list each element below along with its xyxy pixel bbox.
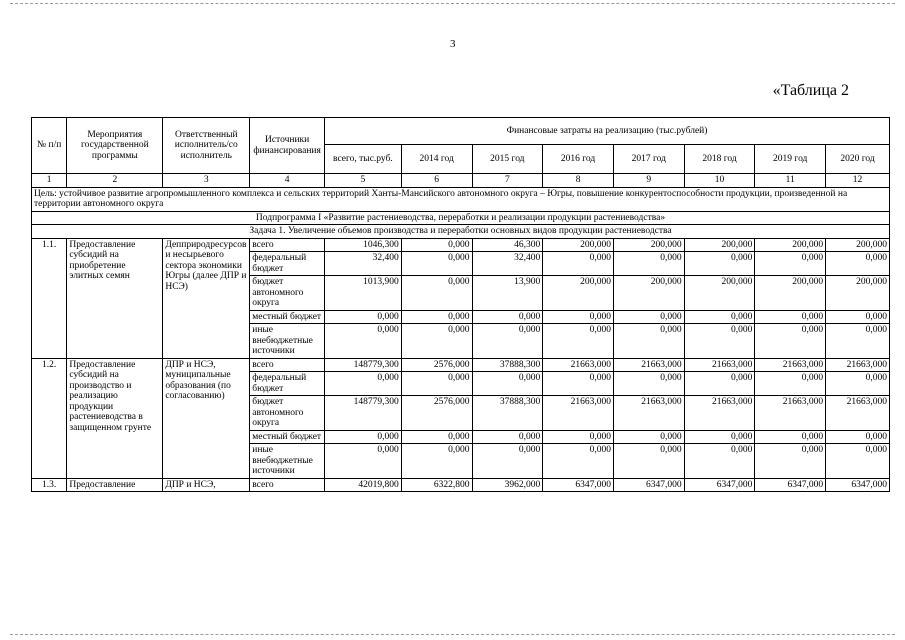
amount-cell: 3962,000 <box>472 478 543 492</box>
funding-source: федеральный бюджет <box>250 252 325 276</box>
column-number: 6 <box>401 174 472 188</box>
amount-cell: 1046,300 <box>325 238 402 252</box>
amount-cell: 0,000 <box>826 444 890 479</box>
amount-cell: 0,000 <box>684 372 755 396</box>
amount-cell: 0,000 <box>755 310 826 324</box>
amount-cell: 0,000 <box>472 444 543 479</box>
amount-cell: 0,000 <box>401 238 472 252</box>
column-number: 4 <box>250 174 325 188</box>
funding-source: федеральный бюджет <box>250 372 325 396</box>
column-number: 9 <box>613 174 684 188</box>
column-numbers-row <box>32 174 890 188</box>
page-number: 3 <box>450 38 456 50</box>
amount-cell: 0,000 <box>826 252 890 276</box>
goal-text: Цель: устойчивое развитие агропромышленного комплекса и сельских территорий Ханты-Мансийского автономного округа – Югры, повышение конкурентоспособности продукции, произведенной на территории автономного округа <box>32 187 890 211</box>
measure-row <box>32 478 890 492</box>
amount-cell: 0,000 <box>613 372 684 396</box>
amount-cell: 0,000 <box>543 444 614 479</box>
table-body <box>32 187 890 492</box>
amount-cell: 6347,000 <box>543 478 614 492</box>
amount-cell: 21663,000 <box>543 396 614 431</box>
amount-cell: 32,400 <box>472 252 543 276</box>
amount-cell: 37888,300 <box>472 358 543 372</box>
amount-cell: 6347,000 <box>684 478 755 492</box>
header-measures: Мероприятия государственной программы <box>67 118 163 174</box>
amount-cell: 200,000 <box>684 276 755 311</box>
amount-cell: 42019,800 <box>325 478 402 492</box>
amount-cell: 2576,000 <box>401 396 472 431</box>
amount-cell: 200,000 <box>684 238 755 252</box>
header-costs: Финансовые затраты на реализацию (тыс.рублей) <box>325 118 890 145</box>
header-number: № п/п <box>32 118 67 174</box>
subprogram-title: Подпрограмма I «Развитие растениеводства, переработки и реализации продукции растениеводства» <box>32 211 890 225</box>
header-year: 2015 год <box>472 145 543 174</box>
measure-number: 1.3. <box>32 478 67 492</box>
amount-cell: 200,000 <box>543 238 614 252</box>
amount-cell: 0,000 <box>684 430 755 444</box>
amount-cell: 0,000 <box>613 252 684 276</box>
amount-cell: 0,000 <box>401 444 472 479</box>
measure-name: Предоставление субсидий на производство и реализацию продукции растениеводства в защищенном грунте <box>67 358 163 478</box>
amount-cell: 21663,000 <box>684 358 755 372</box>
amount-cell: 1013,900 <box>325 276 402 311</box>
amount-cell: 0,000 <box>613 324 684 359</box>
measure-responsible: ДПР и НСЭ, муниципальные образования (по согласованию) <box>163 358 250 478</box>
amount-cell: 0,000 <box>755 430 826 444</box>
amount-cell: 0,000 <box>401 310 472 324</box>
column-number: 7 <box>472 174 543 188</box>
amount-cell: 0,000 <box>543 324 614 359</box>
financing-table <box>31 117 890 492</box>
header-year: 2017 год <box>613 145 684 174</box>
column-number: 2 <box>67 174 163 188</box>
measure-responsible: ДПР и НСЭ, <box>163 478 250 492</box>
measure-number: 1.1. <box>32 238 67 358</box>
amount-cell: 0,000 <box>472 430 543 444</box>
funding-source: всего <box>250 238 325 252</box>
amount-cell: 6322,800 <box>401 478 472 492</box>
amount-cell: 0,000 <box>613 430 684 444</box>
amount-cell: 0,000 <box>755 252 826 276</box>
header-year: 2014 год <box>401 145 472 174</box>
amount-cell: 46,300 <box>472 238 543 252</box>
funding-source: иные внебюджетные источники <box>250 444 325 479</box>
funding-source: бюджет автономного округа <box>250 276 325 311</box>
table-caption: «Таблица 2 <box>772 82 849 99</box>
amount-cell: 0,000 <box>325 444 402 479</box>
amount-cell: 6347,000 <box>826 478 890 492</box>
amount-cell: 200,000 <box>826 276 890 311</box>
amount-cell: 6347,000 <box>755 478 826 492</box>
amount-cell: 200,000 <box>543 276 614 311</box>
amount-cell: 0,000 <box>755 324 826 359</box>
funding-source: бюджет автономного округа <box>250 396 325 431</box>
amount-cell: 13,900 <box>472 276 543 311</box>
header-row <box>32 118 890 145</box>
measure-number: 1.2. <box>32 358 67 478</box>
amount-cell: 21663,000 <box>684 396 755 431</box>
amount-cell: 37888,300 <box>472 396 543 431</box>
amount-cell: 6347,000 <box>613 478 684 492</box>
amount-cell: 21663,000 <box>613 396 684 431</box>
funding-source: всего <box>250 478 325 492</box>
amount-cell: 0,000 <box>613 310 684 324</box>
amount-cell: 21663,000 <box>755 358 826 372</box>
task-title-row <box>32 225 890 239</box>
amount-cell: 0,000 <box>543 310 614 324</box>
amount-cell: 21663,000 <box>613 358 684 372</box>
column-number: 12 <box>826 174 890 188</box>
amount-cell: 0,000 <box>826 310 890 324</box>
funding-source: всего <box>250 358 325 372</box>
amount-cell: 0,000 <box>755 444 826 479</box>
column-number: 5 <box>325 174 402 188</box>
amount-cell: 0,000 <box>543 430 614 444</box>
measure-name: Предоставление <box>67 478 163 492</box>
amount-cell: 21663,000 <box>755 396 826 431</box>
measure-row <box>32 238 890 252</box>
measure-responsible: Депприродресурсов и несырьевого сектора экономики Югры (далее ДПР и НСЭ) <box>163 238 250 358</box>
table-header <box>32 118 890 188</box>
amount-cell: 0,000 <box>543 372 614 396</box>
goal-text-row <box>32 187 890 211</box>
subprogram-title-row <box>32 211 890 225</box>
header-sources: Источники финансирования <box>250 118 325 174</box>
amount-cell: 21663,000 <box>543 358 614 372</box>
amount-cell: 0,000 <box>472 372 543 396</box>
amount-cell: 0,000 <box>826 372 890 396</box>
funding-source: местный бюджет <box>250 430 325 444</box>
amount-cell: 0,000 <box>684 444 755 479</box>
amount-cell: 0,000 <box>401 276 472 311</box>
amount-cell: 2576,000 <box>401 358 472 372</box>
amount-cell: 0,000 <box>325 372 402 396</box>
amount-cell: 200,000 <box>613 276 684 311</box>
column-number: 1 <box>32 174 67 188</box>
task-title: Задача 1. Увеличение объемов производства и переработки основных видов продукции растениеводства <box>32 225 890 239</box>
funding-source: местный бюджет <box>250 310 325 324</box>
top-scan-edge <box>10 3 895 4</box>
column-number: 10 <box>684 174 755 188</box>
amount-cell: 21663,000 <box>826 358 890 372</box>
bottom-scan-edge <box>10 634 895 635</box>
amount-cell: 0,000 <box>684 310 755 324</box>
amount-cell: 0,000 <box>401 372 472 396</box>
funding-source: иные внебюджетные источники <box>250 324 325 359</box>
amount-cell: 0,000 <box>684 252 755 276</box>
header-total: всего, тыс.руб. <box>325 145 402 174</box>
amount-cell: 0,000 <box>325 430 402 444</box>
amount-cell: 0,000 <box>401 324 472 359</box>
amount-cell: 0,000 <box>543 252 614 276</box>
amount-cell: 0,000 <box>401 252 472 276</box>
column-number: 11 <box>755 174 826 188</box>
header-year: 2018 год <box>684 145 755 174</box>
amount-cell: 0,000 <box>325 324 402 359</box>
amount-cell: 0,000 <box>826 324 890 359</box>
amount-cell: 148779,300 <box>325 358 402 372</box>
amount-cell: 0,000 <box>613 444 684 479</box>
amount-cell: 0,000 <box>684 324 755 359</box>
amount-cell: 200,000 <box>826 238 890 252</box>
amount-cell: 0,000 <box>472 324 543 359</box>
amount-cell: 200,000 <box>755 276 826 311</box>
amount-cell: 0,000 <box>826 430 890 444</box>
amount-cell: 32,400 <box>325 252 402 276</box>
measure-name: Предоставление субсидий на приобретение элитных семян <box>67 238 163 358</box>
amount-cell: 200,000 <box>755 238 826 252</box>
amount-cell: 21663,000 <box>826 396 890 431</box>
column-number: 8 <box>543 174 614 188</box>
amount-cell: 200,000 <box>613 238 684 252</box>
header-year: 2020 год <box>826 145 890 174</box>
header-year: 2016 год <box>543 145 614 174</box>
amount-cell: 148779,300 <box>325 396 402 431</box>
amount-cell: 0,000 <box>755 372 826 396</box>
header-responsible: Ответственный исполнитель/со исполнитель <box>163 118 250 174</box>
amount-cell: 0,000 <box>401 430 472 444</box>
header-year: 2019 год <box>755 145 826 174</box>
amount-cell: 0,000 <box>325 310 402 324</box>
column-number: 3 <box>163 174 250 188</box>
amount-cell: 0,000 <box>472 310 543 324</box>
measure-row <box>32 358 890 372</box>
